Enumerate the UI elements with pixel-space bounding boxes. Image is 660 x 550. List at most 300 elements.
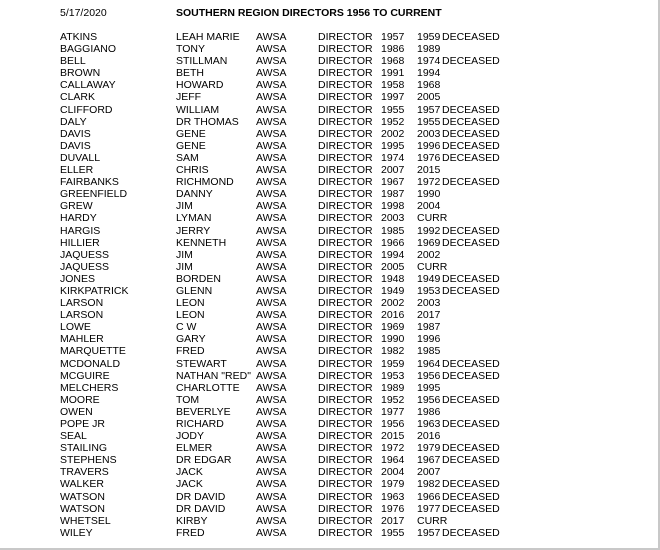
last-name: MOORE	[60, 393, 100, 406]
table-row	[0, 261, 660, 273]
start-year: 2017	[381, 514, 405, 527]
end-year: 2017	[417, 309, 441, 322]
table-row	[0, 491, 660, 503]
first-name: TONY	[176, 43, 205, 56]
end-year: 1969	[417, 236, 441, 249]
position-title: DIRECTOR	[318, 43, 373, 56]
start-year: 1985	[381, 224, 405, 237]
position-title: DIRECTOR	[318, 297, 373, 310]
first-name: C W	[176, 321, 197, 334]
end-year: 1953	[417, 284, 441, 297]
status: DECEASED	[442, 393, 500, 406]
start-year: 2003	[381, 212, 405, 225]
start-year: 2007	[381, 164, 405, 177]
end-year: 1967	[417, 454, 441, 467]
start-year: 2002	[381, 127, 405, 140]
organization: AWSA	[256, 91, 287, 104]
first-name: KENNETH	[176, 236, 227, 249]
end-year: 1987	[417, 321, 441, 334]
first-name: GENE	[176, 139, 206, 152]
organization: AWSA	[256, 200, 287, 213]
start-year: 1998	[381, 200, 405, 213]
organization: AWSA	[256, 67, 287, 80]
last-name: POPE JR	[60, 418, 105, 430]
end-year: 1966	[417, 490, 441, 503]
last-name: STAILING	[60, 442, 108, 455]
status: DECEASED	[442, 127, 500, 140]
organization: AWSA	[256, 466, 287, 479]
last-name: CLIFFORD	[60, 103, 113, 116]
position-title: DIRECTOR	[318, 357, 373, 370]
organization: AWSA	[256, 369, 287, 382]
start-year: 2015	[381, 430, 405, 443]
start-year: 1952	[381, 115, 405, 128]
first-name: RICHARD	[176, 418, 224, 430]
position-title: DIRECTOR	[318, 381, 373, 394]
status: DECEASED	[442, 418, 500, 430]
first-name: LYMAN	[176, 212, 212, 225]
table-row	[0, 225, 660, 237]
position-title: DIRECTOR	[318, 393, 373, 406]
start-year: 2016	[381, 309, 405, 322]
table-row	[0, 527, 660, 539]
position-title: DIRECTOR	[318, 67, 373, 80]
first-name: DR DAVID	[176, 502, 226, 515]
table-row	[0, 152, 660, 164]
end-year: 1957	[417, 103, 441, 116]
table-row	[0, 273, 660, 285]
end-year: 1996	[417, 333, 441, 346]
start-year: 2002	[381, 297, 405, 310]
status: DECEASED	[442, 369, 500, 382]
position-title: DIRECTOR	[318, 466, 373, 479]
table-row	[0, 418, 660, 430]
start-year: 1977	[381, 405, 405, 418]
position-title: DIRECTOR	[318, 79, 373, 92]
start-year: 1972	[381, 442, 405, 455]
organization: AWSA	[256, 272, 287, 285]
organization: AWSA	[256, 333, 287, 346]
first-name: BETH	[176, 67, 205, 80]
organization: AWSA	[256, 43, 287, 56]
end-year: 2002	[417, 248, 441, 261]
end-year: 2003	[417, 297, 441, 310]
status: DECEASED	[442, 115, 500, 128]
table-row	[0, 91, 660, 103]
end-year: 1976	[417, 151, 441, 164]
end-year: 1985	[417, 345, 441, 358]
organization: AWSA	[256, 309, 287, 322]
last-name: CLARK	[60, 91, 96, 104]
last-name: WALKER	[60, 478, 104, 491]
position-title: DIRECTOR	[318, 127, 373, 140]
table-row	[0, 249, 660, 261]
table-row	[0, 188, 660, 200]
end-year: 1964	[417, 357, 441, 370]
last-name: FAIRBANKS	[60, 176, 119, 189]
position-title: DIRECTOR	[318, 224, 373, 237]
organization: AWSA	[256, 478, 287, 491]
first-name: JIM	[176, 260, 193, 273]
status: DECEASED	[442, 176, 500, 189]
status: DECEASED	[442, 502, 500, 515]
table-row	[0, 200, 660, 212]
table-row	[0, 285, 660, 297]
end-year: 1955	[417, 115, 441, 128]
first-name: JERRY	[176, 224, 211, 237]
end-year: CURR	[417, 212, 448, 225]
organization: AWSA	[256, 164, 287, 177]
start-year: 1987	[381, 188, 405, 201]
last-name: WILEY	[60, 526, 93, 539]
organization: AWSA	[256, 526, 287, 539]
first-name: TOM	[176, 393, 200, 406]
last-name: ELLER	[60, 164, 94, 177]
position-title: DIRECTOR	[318, 212, 373, 225]
position-title: DIRECTOR	[318, 369, 373, 382]
last-name: HILLIER	[60, 236, 100, 249]
start-year: 1952	[381, 393, 405, 406]
last-name: JONES	[60, 272, 96, 285]
last-name: MAHLER	[60, 333, 104, 346]
start-year: 2004	[381, 466, 405, 479]
table-row	[0, 116, 660, 128]
directors-roster	[0, 31, 660, 539]
last-name: TRAVERS	[60, 466, 109, 479]
first-name: BORDEN	[176, 272, 221, 285]
first-name: GARY	[176, 333, 206, 346]
organization: AWSA	[256, 321, 287, 334]
end-year: 2016	[417, 430, 441, 443]
first-name: JEFF	[176, 91, 202, 104]
end-year: 1995	[417, 381, 441, 394]
end-year: 1956	[417, 369, 441, 382]
first-name: DR DAVID	[176, 490, 226, 503]
position-title: DIRECTOR	[318, 490, 373, 503]
organization: AWSA	[256, 236, 287, 249]
last-name: WHETSEL	[60, 514, 111, 527]
last-name: MELCHERS	[60, 381, 119, 394]
position-title: DIRECTOR	[318, 103, 373, 116]
last-name: LOWE	[60, 321, 91, 334]
last-name: SEAL	[60, 430, 87, 443]
position-title: DIRECTOR	[318, 200, 373, 213]
end-year: CURR	[417, 260, 448, 273]
organization: AWSA	[256, 151, 287, 164]
end-year: 1963	[417, 418, 441, 430]
last-name: ATKINS	[60, 31, 98, 43]
start-year: 1979	[381, 478, 405, 491]
last-name: DUVALL	[60, 151, 101, 164]
first-name: FRED	[176, 345, 205, 358]
last-name: JAQUESS	[60, 260, 110, 273]
last-name: DALY	[60, 115, 87, 128]
table-row	[0, 442, 660, 454]
position-title: DIRECTOR	[318, 139, 373, 152]
end-year: 2004	[417, 200, 441, 213]
end-year: 1957	[417, 526, 441, 539]
organization: AWSA	[256, 345, 287, 358]
position-title: DIRECTOR	[318, 55, 373, 68]
organization: AWSA	[256, 490, 287, 503]
last-name: HARGIS	[60, 224, 101, 237]
document-header	[0, 6, 660, 20]
position-title: DIRECTOR	[318, 502, 373, 515]
table-row	[0, 31, 660, 43]
end-year: 1994	[417, 67, 441, 80]
organization: AWSA	[256, 115, 287, 128]
start-year: 1989	[381, 381, 405, 394]
start-year: 1968	[381, 55, 405, 68]
end-year: 1996	[417, 139, 441, 152]
last-name: CALLAWAY	[60, 79, 116, 92]
table-row	[0, 79, 660, 91]
table-row	[0, 503, 660, 515]
position-title: DIRECTOR	[318, 478, 373, 491]
position-title: DIRECTOR	[318, 188, 373, 201]
position-title: DIRECTOR	[318, 526, 373, 539]
start-year: 1967	[381, 176, 405, 189]
last-name: KIRKPATRICK	[60, 284, 129, 297]
table-row	[0, 297, 660, 309]
end-year: 1990	[417, 188, 441, 201]
start-year: 1949	[381, 284, 405, 297]
last-name: GREENFIELD	[60, 188, 128, 201]
start-year: 1997	[381, 91, 405, 104]
end-year: 1968	[417, 79, 441, 92]
start-year: 1956	[381, 418, 405, 430]
start-year: 1986	[381, 43, 405, 56]
table-row	[0, 237, 660, 249]
table-row	[0, 358, 660, 370]
organization: AWSA	[256, 430, 287, 443]
table-row	[0, 466, 660, 478]
position-title: DIRECTOR	[318, 514, 373, 527]
start-year: 1982	[381, 345, 405, 358]
first-name: FRED	[176, 526, 205, 539]
end-year: 1956	[417, 393, 441, 406]
organization: AWSA	[256, 260, 287, 273]
document-date: 5/17/2020	[60, 7, 107, 19]
organization: AWSA	[256, 55, 287, 68]
status: DECEASED	[442, 490, 500, 503]
organization: AWSA	[256, 212, 287, 225]
end-year: 1977	[417, 502, 441, 515]
start-year: 1994	[381, 248, 405, 261]
first-name: JACK	[176, 478, 203, 491]
table-row	[0, 515, 660, 527]
position-title: DIRECTOR	[318, 91, 373, 104]
start-year: 1955	[381, 103, 405, 116]
first-name: JIM	[176, 248, 193, 261]
start-year: 1948	[381, 272, 405, 285]
last-name: BAGGIANO	[60, 43, 117, 56]
last-name: JAQUESS	[60, 248, 110, 261]
position-title: DIRECTOR	[318, 151, 373, 164]
position-title: DIRECTOR	[318, 333, 373, 346]
last-name: OWEN	[60, 405, 93, 418]
status: DECEASED	[442, 272, 500, 285]
last-name: BELL	[60, 55, 86, 68]
table-row	[0, 321, 660, 333]
first-name: STEWART	[176, 357, 227, 370]
table-row	[0, 454, 660, 466]
status: DECEASED	[442, 224, 500, 237]
last-name: MCGUIRE	[60, 369, 110, 382]
start-year: 1976	[381, 502, 405, 515]
organization: AWSA	[256, 381, 287, 394]
status: DECEASED	[442, 151, 500, 164]
position-title: DIRECTOR	[318, 284, 373, 297]
first-name: DR EDGAR	[176, 454, 232, 467]
first-name: STILLMAN	[176, 55, 228, 68]
status: DECEASED	[442, 284, 500, 297]
end-year: 2005	[417, 91, 441, 104]
status: DECEASED	[442, 103, 500, 116]
status: DECEASED	[442, 139, 500, 152]
last-name: LARSON	[60, 297, 104, 310]
first-name: LEON	[176, 297, 205, 310]
status: DECEASED	[442, 31, 500, 43]
organization: AWSA	[256, 284, 287, 297]
start-year: 1955	[381, 526, 405, 539]
organization: AWSA	[256, 357, 287, 370]
position-title: DIRECTOR	[318, 430, 373, 443]
table-row	[0, 370, 660, 382]
table-row	[0, 345, 660, 357]
table-row	[0, 309, 660, 321]
position-title: DIRECTOR	[318, 176, 373, 189]
organization: AWSA	[256, 418, 287, 430]
organization: AWSA	[256, 188, 287, 201]
first-name: JACK	[176, 466, 203, 479]
last-name: STEPHENS	[60, 454, 117, 467]
start-year: 1969	[381, 321, 405, 334]
first-name: CHARLOTTE	[176, 381, 240, 394]
position-title: DIRECTOR	[318, 442, 373, 455]
status: DECEASED	[442, 55, 500, 68]
organization: AWSA	[256, 297, 287, 310]
table-row	[0, 128, 660, 140]
organization: AWSA	[256, 405, 287, 418]
start-year: 1953	[381, 369, 405, 382]
table-row	[0, 67, 660, 79]
first-name: CHRIS	[176, 164, 209, 177]
first-name: GENE	[176, 127, 206, 140]
start-year: 1964	[381, 454, 405, 467]
first-name: NATHAN "RED"	[176, 369, 251, 382]
table-row	[0, 406, 660, 418]
position-title: DIRECTOR	[318, 418, 373, 430]
end-year: 1974	[417, 55, 441, 68]
end-year: 1989	[417, 43, 441, 56]
status: DECEASED	[442, 478, 500, 491]
position-title: DIRECTOR	[318, 321, 373, 334]
organization: AWSA	[256, 248, 287, 261]
organization: AWSA	[256, 103, 287, 116]
table-row	[0, 478, 660, 490]
organization: AWSA	[256, 454, 287, 467]
table-row	[0, 55, 660, 67]
organization: AWSA	[256, 442, 287, 455]
position-title: DIRECTOR	[318, 164, 373, 177]
status: DECEASED	[442, 526, 500, 539]
table-row	[0, 212, 660, 224]
status: DECEASED	[442, 236, 500, 249]
last-name: MCDONALD	[60, 357, 121, 370]
first-name: JODY	[176, 430, 205, 443]
position-title: DIRECTOR	[318, 248, 373, 261]
last-name: HARDY	[60, 212, 97, 225]
start-year: 1957	[381, 31, 405, 43]
organization: AWSA	[256, 393, 287, 406]
table-row	[0, 333, 660, 345]
table-row	[0, 43, 660, 55]
start-year: 1974	[381, 151, 405, 164]
end-year: 1979	[417, 442, 441, 455]
last-name: WATSON	[60, 490, 105, 503]
table-row	[0, 104, 660, 116]
table-row	[0, 394, 660, 406]
start-year: 2005	[381, 260, 405, 273]
first-name: SAM	[176, 151, 199, 164]
last-name: DAVIS	[60, 127, 91, 140]
first-name: ELMER	[176, 442, 213, 455]
end-year: 1959	[417, 31, 441, 43]
status: DECEASED	[442, 442, 500, 455]
end-year: 2007	[417, 466, 441, 479]
organization: AWSA	[256, 79, 287, 92]
organization: AWSA	[256, 224, 287, 237]
position-title: DIRECTOR	[318, 345, 373, 358]
first-name: HOWARD	[176, 79, 224, 92]
first-name: WILLIAM	[176, 103, 220, 116]
document-title: SOUTHERN REGION DIRECTORS 1956 TO CURRENT	[176, 7, 442, 19]
first-name: LEON	[176, 309, 205, 322]
first-name: LEAH MARIE	[176, 31, 240, 43]
organization: AWSA	[256, 127, 287, 140]
start-year: 1959	[381, 357, 405, 370]
position-title: DIRECTOR	[318, 454, 373, 467]
start-year: 1958	[381, 79, 405, 92]
end-year: 2015	[417, 164, 441, 177]
last-name: DAVIS	[60, 139, 91, 152]
first-name: BEVERLYE	[176, 405, 231, 418]
position-title: DIRECTOR	[318, 272, 373, 285]
organization: AWSA	[256, 139, 287, 152]
table-row	[0, 176, 660, 188]
end-year: CURR	[417, 514, 448, 527]
first-name: DR THOMAS	[176, 115, 239, 128]
position-title: DIRECTOR	[318, 309, 373, 322]
table-row	[0, 164, 660, 176]
first-name: RICHMOND	[176, 176, 234, 189]
last-name: WATSON	[60, 502, 105, 515]
position-title: DIRECTOR	[318, 236, 373, 249]
organization: AWSA	[256, 502, 287, 515]
position-title: DIRECTOR	[318, 115, 373, 128]
end-year: 1972	[417, 176, 441, 189]
table-row	[0, 140, 660, 152]
start-year: 1963	[381, 490, 405, 503]
organization: AWSA	[256, 31, 287, 43]
first-name: JIM	[176, 200, 193, 213]
organization: AWSA	[256, 514, 287, 527]
start-year: 1966	[381, 236, 405, 249]
end-year: 1992	[417, 224, 441, 237]
last-name: MARQUETTE	[60, 345, 126, 358]
last-name: GREW	[60, 200, 93, 213]
